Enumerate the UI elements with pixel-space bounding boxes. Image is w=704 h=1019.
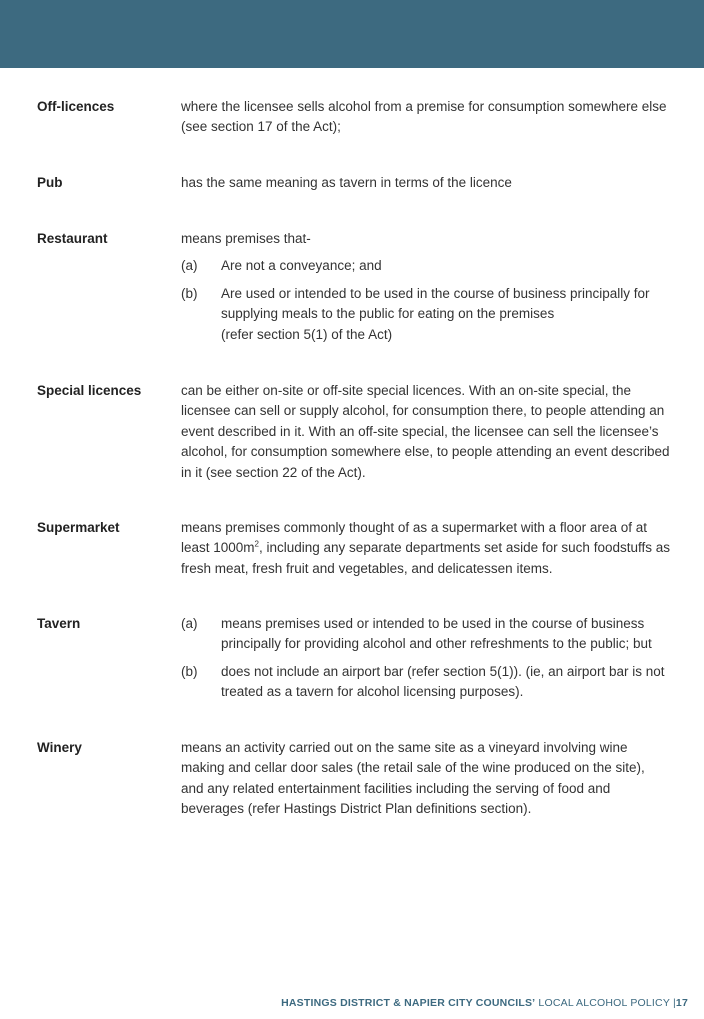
list-item (181, 256, 671, 276)
text-fragment: , including any separate departments set aside for such foodstuffs as fresh meat, fresh fruit and vegetables, and delicatessen items. (181, 540, 670, 576)
definition-paragraph: where the licensee sells alcohol from a premise for consumption somewhere else (see section 17 of the Act); (181, 99, 667, 135)
page-footer (281, 997, 688, 1009)
list-marker: (a) (181, 616, 198, 631)
list-item-text: Are not a conveyance; and (221, 258, 382, 274)
list-item-text: does not include an airport bar (refer section 5(1)). (ie, an airport bar is not treated as a tavern for alcohol licensing purposes). (221, 663, 665, 700)
term-label: Off-licences (37, 99, 115, 114)
definition-text (181, 173, 671, 193)
list-item (181, 284, 671, 345)
list-item-text: Are used or intended to be used in the course of business principally for supplying meals to the public for eating on the premises (221, 285, 650, 322)
definition-text (181, 381, 671, 483)
footer-document-title: LOCAL ALCOHOL POLICY (538, 997, 670, 1009)
list-marker: (b) (181, 285, 198, 301)
definition-paragraph (181, 518, 671, 579)
term-label: Special licences (37, 383, 142, 398)
list-marker: (a) (181, 258, 198, 274)
list-item-reference: (refer section 5(1) of the Act) (221, 326, 393, 342)
page-number: 17 (675, 997, 688, 1009)
list-item-text: means premises used or intended to be used in the course of business principally for providing alcohol and other refreshments to the public; but (221, 616, 652, 652)
definition-paragraph: has the same meaning as tavern in terms of the licence (181, 175, 512, 190)
definition-intro: means premises that- (181, 231, 311, 246)
definition-paragraph: can be either on-site or off-site special licences. With an on-site special, the licensee can sell or supply alcohol, for consumption there, to people attending an event described in it. With an off-site special, the licensee can sell the licensee’s alcohol, for consumption somewhere else, to people attending an event described in it (see section 22 of the Act). (181, 383, 670, 480)
footer-organisation: HASTINGS DISTRICT & NAPIER CITY COUNCILS’ (281, 997, 536, 1009)
term-label: Tavern (37, 616, 81, 631)
definition-text (181, 229, 671, 345)
term-label: Pub (37, 175, 63, 190)
list-marker: (b) (181, 663, 198, 679)
definition-paragraph: means an activity carried out on the same site as a vineyard involving wine making and cellar door sales (the retail sale of the wine produced on the site), and any related entertainment facilities including the serving of food and beverages (refer Hastings District Plan definitions section). (181, 740, 645, 817)
list-item (181, 614, 671, 655)
definition-text (181, 518, 671, 579)
superscript: 2 (254, 539, 259, 549)
footer-separator: | (672, 997, 676, 1009)
term-label: Winery (37, 740, 82, 755)
term-label: Supermarket (37, 520, 120, 535)
definition-text (181, 738, 671, 820)
header-band (0, 0, 704, 68)
definition-text (181, 614, 671, 703)
list-item (181, 662, 671, 703)
term-label: Restaurant (37, 231, 108, 246)
definition-text (181, 97, 671, 138)
text-fragment: means premises commonly thought of as a supermarket with a floor area of at least 1000m (181, 520, 647, 556)
